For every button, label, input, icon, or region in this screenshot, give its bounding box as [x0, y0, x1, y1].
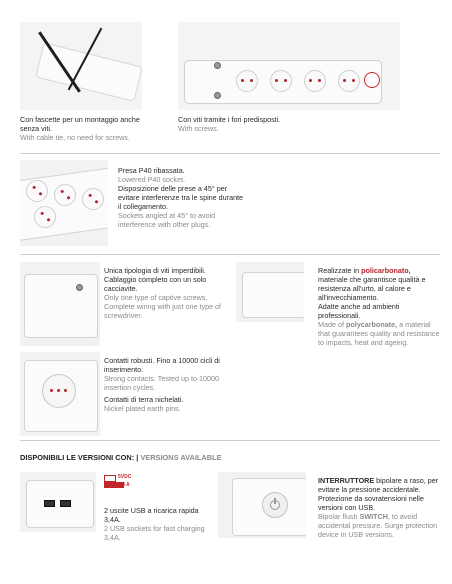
switch-product-image — [218, 472, 306, 538]
usb-port-icon — [44, 500, 55, 507]
socket-icon — [236, 70, 258, 92]
usb-port-icon — [60, 500, 71, 507]
usb-icon — [104, 475, 116, 482]
screw-hole-icon — [214, 92, 221, 99]
divider — [20, 440, 440, 441]
usb-caption: 2 uscite USB a ricarica rapida 3,4A. 2 USB sockets for fast charging 3,4A. — [104, 506, 205, 542]
screw-icon — [76, 284, 83, 291]
polycarbonate-caption: Realizzate in policarbonato, materiale che garantisce qualità e resistenza all'urto, al calore e all'invecchiamento. Adatte anche ad ambienti professionali. Made of polycarbonate, a material that guarantees quality and resistance to impacts, heat and ageing. — [318, 266, 440, 347]
cable-tie-product-image — [20, 22, 142, 110]
usb-current-label: 3,4 A — [118, 482, 130, 488]
polycarbonate-product-image — [236, 262, 304, 322]
contacts-product-image — [20, 352, 100, 436]
contacts-caption: Contatti robusti. Fino a 10000 cicli di inserimento. Strong contacts. Tested up to 10000 insertion cycles. Contatti di terra nichelati. Nickel plated earth pins. — [104, 356, 220, 413]
usb-voltage-label: 5VDC — [118, 474, 132, 480]
switch-caption: INTERRUTTORE bipolare a raso, per evitare la pressione accidentale. Protezione da sovratensioni nelle versioni con USB. Bipolar flush SWITCH, to avoid accidental pressure. Surge protection device in USB versions. — [318, 476, 439, 539]
screw-hole-icon — [214, 62, 221, 69]
versions-title: DISPONIBILI LE VERSIONI CON: | VERSIONS AVAILABLE — [20, 453, 222, 462]
screw-mount-product-image — [178, 22, 400, 110]
socket-icon — [42, 374, 76, 408]
power-switch-icon — [262, 492, 288, 518]
captive-screws-product-image — [20, 262, 100, 346]
p40-caption: Presa P40 ribassata. Lowered P40 socket. Disposizione delle prese a 45° per evitare interferenze tra le spine durante il collegamento. Sockets angled at 45° to avoid interference with other plugs. — [118, 166, 244, 229]
socket-icon — [338, 70, 360, 92]
highlight-circle-icon — [364, 72, 380, 88]
p40-socket-product-image — [20, 160, 108, 246]
divider — [20, 254, 440, 255]
cable-tie-caption: Con fascette per un montaggio anche senza viti. With cable tie, no need for screws. — [20, 115, 140, 142]
divider — [20, 153, 440, 154]
socket-icon — [270, 70, 292, 92]
screw-mount-caption: Con viti tramite i fori predisposti. With screws. — [178, 115, 281, 133]
socket-icon — [304, 70, 326, 92]
captive-screws-caption: Unica tipologia di viti imperdibili. Cablaggio completo con un solo cacciavite. Only one type of captive screws. Complete wiring with just one type of screwdriver. — [104, 266, 222, 320]
usb-product-image — [20, 472, 96, 532]
